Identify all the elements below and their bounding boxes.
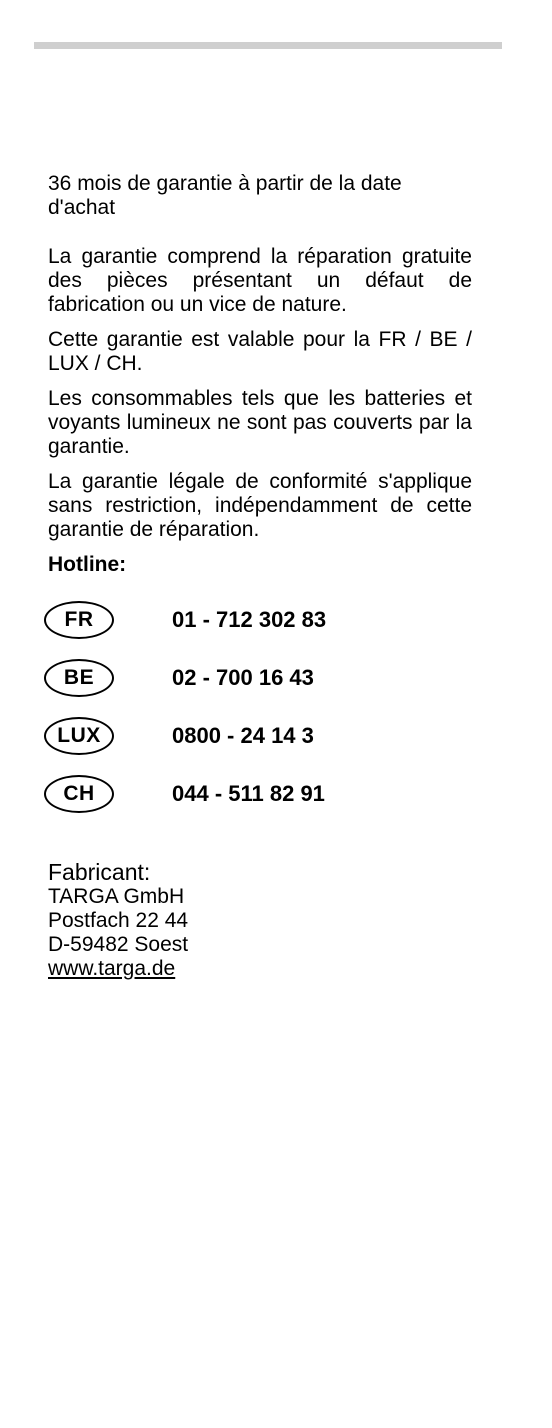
manufacturer-address-line2: D-59482 Soest [48,933,189,956]
manufacturer-address-line1: Postfach 22 44 [48,909,189,932]
country-badge-fr: FR [44,601,114,639]
hotline-list [48,591,472,823]
manufacturer-label: Fabricant: [48,859,151,885]
warranty-page [48,172,472,981]
manufacturer-block [48,859,472,981]
hotline-phone-be: 02 - 700 16 43 [172,665,314,690]
warranty-duration-text: 36 mois de garantie à partir de la date d'achat [48,172,402,219]
hotline-phone-ch: 044 - 511 82 91 [172,781,325,806]
hotline-phone-fr: 01 - 712 302 83 [172,607,327,632]
hotline-row-ch [48,765,472,823]
manufacturer-name: TARGA GmbH [48,885,185,908]
hotline-heading: Hotline: [48,553,127,576]
hotline-row-fr [48,591,472,649]
warranty-countries-text: Cette garantie est valable pour la FR / BE / LUX / CH. [48,328,472,375]
country-badge-be: BE [44,659,114,697]
top-divider [34,42,502,49]
hotline-phone-lux: 0800 - 24 14 3 [172,723,314,748]
country-badge-lux: LUX [44,717,114,755]
manufacturer-website-link[interactable]: www.targa.de [48,957,176,980]
hotline-row-be [48,649,472,707]
warranty-exclusions-text: Les consommables tels que les batteries et voyants lumineux ne sont pas couverts par la garantie. [48,387,472,458]
warranty-scope-text: La garantie comprend la réparation gratuite des pièces présentant un défaut de fabrication ou un vice de nature. [48,245,472,316]
hotline-row-lux [48,707,472,765]
legal-warranty-text: La garantie légale de conformité s'applique sans restriction, indépendamment de cette garantie de réparation. [48,470,472,541]
country-badge-ch: CH [44,775,114,813]
